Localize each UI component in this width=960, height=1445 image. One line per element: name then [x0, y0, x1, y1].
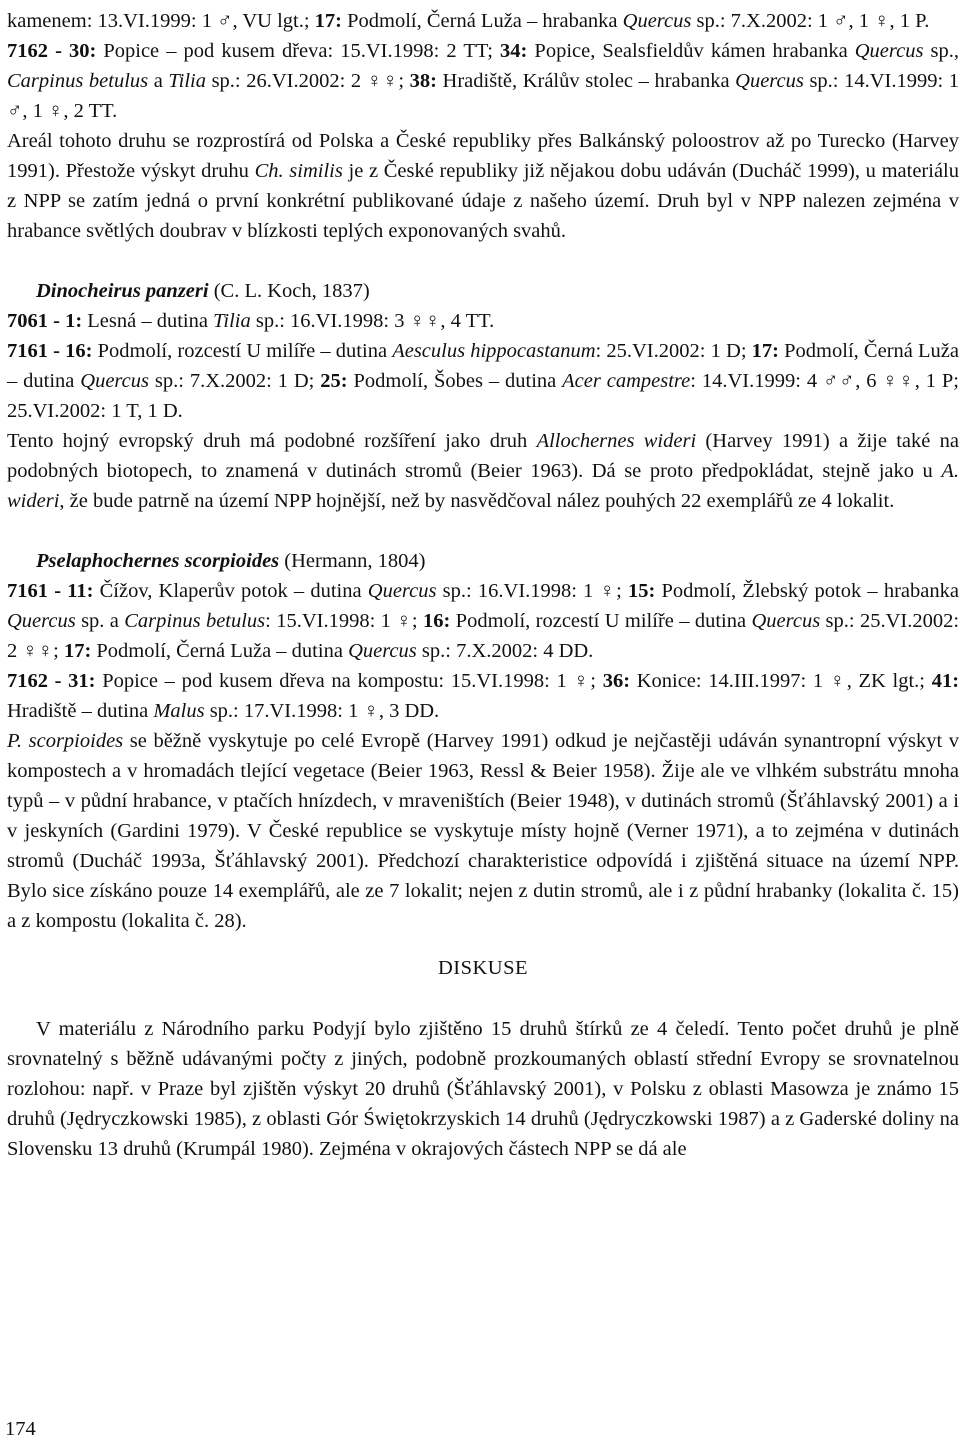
text-run: sp.: 26.VI.2002: 2 ♀♀;	[206, 70, 410, 92]
locality-code: 16:	[422, 610, 451, 632]
taxon-name: Tilia	[168, 70, 206, 92]
text-run: Tento hojný evropský druh má podobné rozšíření jako druh	[7, 430, 537, 452]
p-species-pselaphochernes	[7, 546, 959, 576]
text-run: : 14.VI.1999: 4 ♂♂, 6 ♀♀, 1 P; 25.VI.2002: 1 T, 1 D.	[7, 370, 959, 422]
text-run: se běžně vyskytuje po celé Evropě (Harvey 1991) odkud je nejčastěji udáván synantropní výskyt v kompostech a v hromadách tlející vegetace (Beier 1963, Ressl & Beier 1958). Žije ale ve vlhkém substrátu mnoha typů – v půdní hrabance, v ptačích hnízdech, v mraveništích (Beier 1948), v dutinách stromů (Šťáhlavský 2001) a i v jeskyních (Gardini 1979). V České republice se vyskytuje místy hojně (Verner 1971), a to zejména v dutinách stromů (Ducháč 1993a, Šťáhlavský 2001). Předchozí charakteristice odpovídá i zjištěná situace na území NPP. Bylo sice získáno pouze 14 exemplářů, ale ze 7 lokalit; nejen z dutin stromů, ale i z půdní hrabanky (lokalita č. 15) a z kompostu (lokalita č. 28).	[7, 730, 959, 932]
locality-code: 17:	[63, 640, 92, 662]
text-run: (C. L. Koch, 1837)	[208, 280, 370, 302]
species-heading	[36, 550, 279, 572]
text-run: sp.: 7.X.2002: 4 DD.	[416, 640, 594, 662]
text-run: Podmolí, Černá Luža – dutina	[7, 340, 960, 392]
taxon-name: Quercus	[751, 610, 821, 632]
document-page	[7, 6, 959, 1164]
taxon-name: Carpinus betulus	[7, 70, 149, 92]
taxon-name: Tilia	[213, 310, 251, 332]
locality-code: 36:	[602, 670, 631, 692]
text-run: a	[148, 70, 169, 92]
p-record-7161-a	[7, 336, 959, 426]
locality-code: 25:	[320, 370, 348, 392]
text-run: V materiálu z Národního parku Podyjí bylo zjištěno 15 druhů štírků ze 4 čeledí. Tento počet druhů je plně srovnatelný s běžně udávanými počty z jiných, podobně prozkoumaných oblastí střední Evropy se srovnatelnou rozlohou: např. v Praze byl zjištěn výskyt 20 druhů (Šťáhlavský 2001), v Polsku z oblasti Masowza je známo 15 druhů (Jędryczkowski 1985), z oblasti Gór Świętokrzyskich 14 druhů (Jędryczkowski 1987) a z Gaderské doliny na Slovensku 13 druhů (Krumpál 1980). Zejména v okrajových částech NPP se dá ale	[7, 1018, 959, 1160]
text-run: (Hermann, 1804)	[279, 550, 426, 572]
taxon-name: Quercus	[80, 370, 149, 392]
text-run: Popice – pod kusem dřeva: 15.VI.1998: 2 TT;	[96, 40, 501, 62]
taxon-name: A. wideri	[7, 460, 959, 512]
locality-code: 34:	[500, 40, 528, 62]
p-species-dinocheirus	[7, 276, 959, 306]
text-run: Popice, Sealsfieldův kámen hrabanka	[527, 40, 855, 62]
text-run: Podmolí, Žlebský potok – hrabanka	[655, 580, 959, 602]
text-run: kamenem: 13.VI.1999: 1 ♂, VU lgt.;	[7, 10, 315, 32]
taxon-name: Quercus	[348, 640, 417, 662]
text-run: Podmolí, Černá Luža – hrabanka	[342, 10, 623, 32]
locality-code: 7162 - 31:	[7, 670, 96, 692]
taxon-name: Aesculus hippocastanum	[392, 340, 596, 362]
text-run: sp.: 16.VI.1998: 1 ♀;	[436, 580, 628, 602]
text-run: sp.,	[923, 40, 959, 62]
p-record-7161-b	[7, 576, 959, 666]
p-dinocheirus-discussion	[7, 426, 959, 516]
locality-code: 38:	[409, 70, 437, 92]
text-run: sp.: 7.X.2002: 1 D;	[148, 370, 321, 392]
text-run: sp. a	[75, 610, 125, 632]
taxon-name: Malus	[153, 700, 205, 722]
text-run: Podmolí, Černá Luža – dutina	[91, 640, 349, 662]
taxon-name: Allochernes wideri	[536, 430, 697, 452]
taxon-name: Ch. similis	[254, 160, 343, 182]
page-number: 174	[5, 1418, 36, 1440]
p-continued-record	[7, 6, 959, 36]
text-run: Popice – pod kusem dřeva na kompostu: 15.VI.1998: 1 ♀;	[95, 670, 603, 692]
p-record-7061	[7, 306, 959, 336]
locality-code: 15:	[627, 580, 656, 602]
locality-code: 41:	[931, 670, 960, 692]
text-run: sp.: 25.VI.2002: 2 ♀♀;	[7, 610, 960, 662]
locality-code: 7061 - 1:	[7, 310, 83, 332]
text-run: : 25.VI.2002: 1 D;	[595, 340, 752, 362]
text-run: sp.: 7.X.2002: 1 ♂, 1 ♀, 1 P.	[691, 10, 930, 32]
text-run: je z České republiky již nějakou dobu udáván (Ducháč 1999), u materiálu z NPP se zatím jedná o první konkrétní publikované údaje z našeho území. Druh byl v NPP nalezen zejména v hrabance světlých doubrav v blízkosti teplých exponovaných svahů.	[7, 160, 959, 242]
text-run: Podmolí, Šobes – dutina	[347, 370, 563, 392]
locality-code: 7162 - 30:	[7, 40, 97, 62]
taxon-name: P. scorpioides	[7, 730, 124, 752]
locality-code: 7161 - 11:	[7, 580, 94, 602]
species-name: Dinocheirus panzeri	[36, 280, 209, 302]
text-run: Čížov, Klaperův potok – dutina	[93, 580, 368, 602]
taxon-name: Quercus	[7, 610, 76, 632]
taxon-name: Quercus	[622, 10, 692, 32]
species-heading	[36, 280, 209, 302]
text-run: sp.: 16.VI.1998: 3 ♀♀, 4 TT.	[250, 310, 495, 332]
taxon-name: Acer campestre	[562, 370, 691, 392]
text-run: sp.: 17.VI.1998: 1 ♀, 3 DD.	[204, 700, 440, 722]
text-run: Lesná – dutina	[82, 310, 214, 332]
taxon-name: Carpinus betulus	[124, 610, 266, 632]
text-run: sp.: 14.VI.1999: 1 ♂, 1 ♀, 2 TT.	[7, 70, 959, 122]
locality-code: 17:	[751, 340, 779, 362]
taxon-name: Quercus	[854, 40, 924, 62]
locality-code: 7161 - 16:	[7, 340, 93, 362]
section-heading	[7, 953, 959, 983]
text-run: , že bude patrně na území NPP hojnější, než by nasvědčoval nález pouhých 22 exemplářů ze 4 lokalit.	[59, 490, 895, 512]
species-name: Pselaphochernes scorpioides	[36, 550, 280, 572]
text-run: Hradiště – dutina	[7, 700, 154, 722]
text-run: Konice: 14.III.1997: 1 ♀, ZK lgt.;	[630, 670, 932, 692]
taxon-name: Quercus	[735, 70, 804, 92]
p-record-7162-b	[7, 666, 959, 726]
text-run: (Harvey 1991) a žije také na podobných biotopech, to znamená v dutinách stromů (Beier 1963). Dá se proto předpokládat, stejně jako u	[7, 430, 959, 482]
text-run: Podmolí, rozcestí U milíře – dutina	[92, 340, 393, 362]
p-pselaphochernes-discussion	[7, 726, 959, 936]
text-run: Areál tohoto druhu se rozprostírá od Polska a České republiky přes Balkánský poloostrov až po Turecko (Harvey 1991). Přestože výskyt druhu	[7, 130, 959, 182]
taxon-name: Quercus	[367, 580, 437, 602]
text-run: Podmolí, rozcestí U milíře – dutina	[450, 610, 752, 632]
p-record-7162	[7, 36, 959, 126]
p-areal-discussion	[7, 126, 959, 246]
locality-code: 17:	[314, 10, 342, 32]
text-run: Hradiště, Králův stolec – hrabanka	[436, 70, 736, 92]
text-run: : 15.VI.1998: 1 ♀;	[265, 610, 423, 632]
p-diskuse-body	[7, 1014, 959, 1164]
text-run: DISKUSE	[437, 957, 529, 979]
